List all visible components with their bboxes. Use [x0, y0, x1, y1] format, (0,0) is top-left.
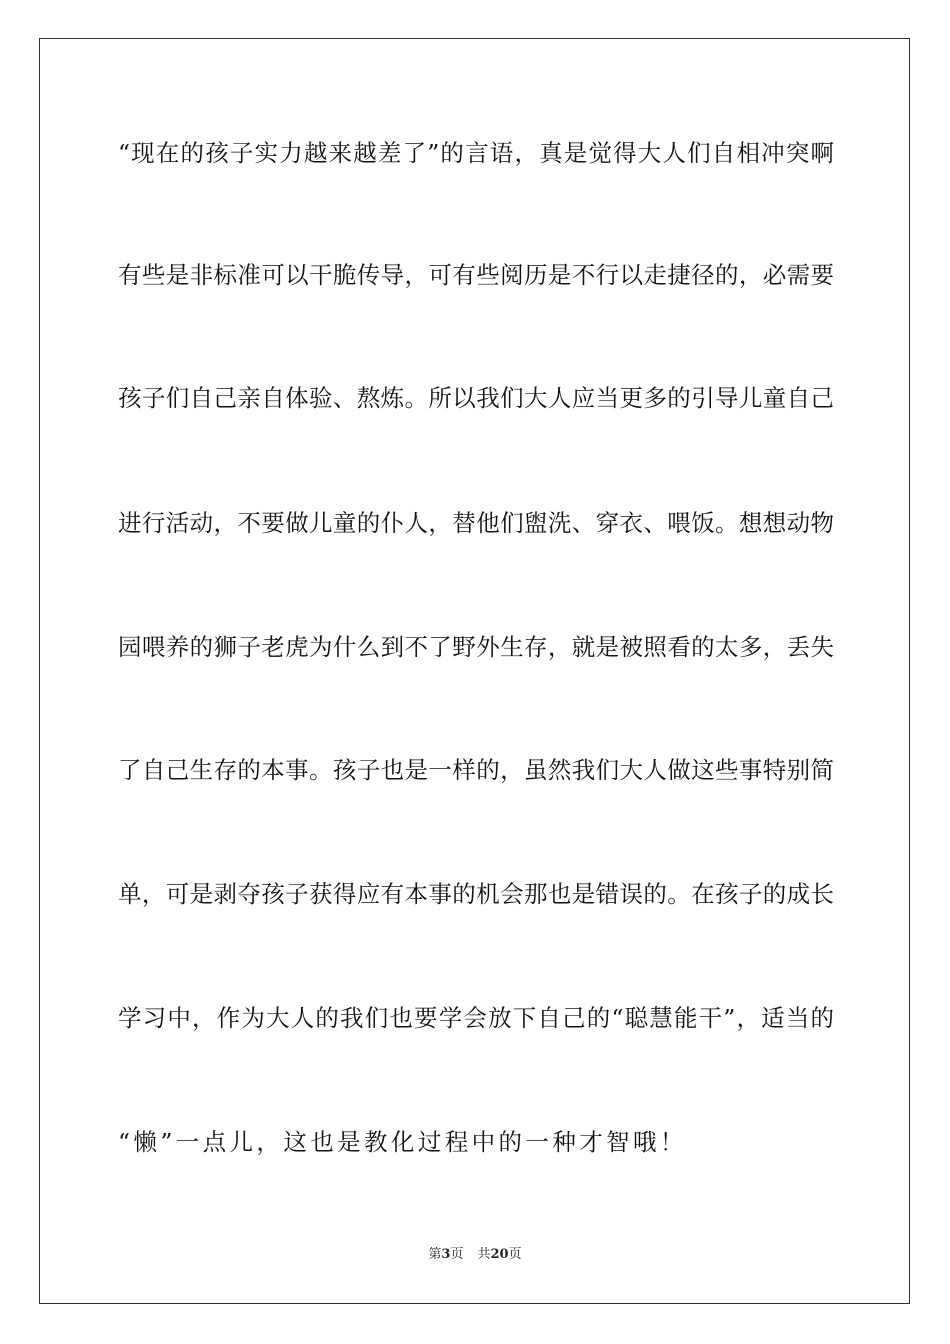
- body-line-3: 孩子们自己亲自体验、熬炼。所以我们大人应当更多的引导儿童自己: [118, 384, 834, 412]
- body-line-7: 单，可是剥夺孩子获得应有本事的机会那也是错误的。在孩子的成长: [118, 880, 834, 908]
- footer-total-pages: 20: [490, 1247, 509, 1262]
- body-line-2: 有些是非标准可以干脆传导，可有些阅历是不行以走捷径的，必需要: [118, 261, 834, 289]
- footer-page-prefix: 第: [428, 1247, 442, 1262]
- body-line-1: “现在的孩子实力越来越差了”的言语，真是觉得大人们自相冲突啊: [118, 139, 834, 167]
- body-line-8: 学习中，作为大人的我们也要学会放下自己的“聪慧能干”，适当的: [118, 1004, 834, 1032]
- footer-page-number: 3: [441, 1247, 451, 1262]
- page-footer: [0, 1246, 950, 1264]
- page-frame: [39, 38, 910, 1304]
- footer-page-suffix: 页: [450, 1247, 464, 1262]
- body-line-9: “懒”一点儿，这也是教化过程中的一种才智哦！: [118, 1128, 687, 1156]
- body-line-6: 了自己生存的本事。孩子也是一样的，虽然我们大人做这些事特别简: [118, 756, 834, 784]
- footer-total-suffix: 页: [508, 1247, 522, 1262]
- body-line-4: 进行活动，不要做儿童的仆人，替他们盥洗、穿衣、喂饭。想想动物: [118, 509, 834, 537]
- footer-total-prefix: 共: [477, 1247, 491, 1262]
- body-line-5: 园喂养的狮子老虎为什么到不了野外生存，就是被照看的太多，丢失: [118, 633, 834, 661]
